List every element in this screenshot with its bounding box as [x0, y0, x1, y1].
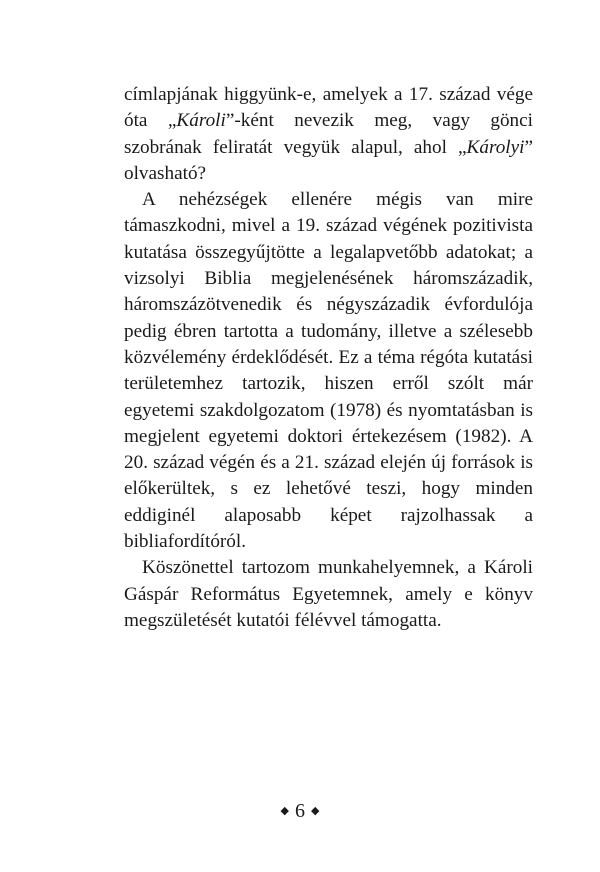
- ornament-right-icon: ◆: [311, 805, 320, 817]
- text-segment: Köszönettel tartozom munkahelyemnek, a Károli Gáspár Református Egyetemnek, amely e könyv megszületését kutatói félévvel támogatta.: [124, 557, 533, 631]
- paragraph-3: [124, 555, 533, 634]
- text-segment: ”-ként nevezik meg, vagy gönci szobrának feliratát vegyük alapul, ahol „: [124, 110, 533, 158]
- page-number: 6: [295, 800, 305, 822]
- text-segment: címlapjának higgyünk-e, amelyek a 17. század vége óta „: [124, 84, 533, 132]
- text-segment: A nehézségek ellenére mégis van mire támaszkodni, mivel a 19. század végének pozitivista kutatása összegyűjtötte a legalapvetőbb adatokat; a vizsolyi Biblia megjelenésének háromszázadik, háromszázötvenedik és négyszázadik évfordulója pedig ébren tartotta a tudomány, illetve a szélesebb közvélemény érdeklődését. Ez a téma régóta kutatási területemhez tartozik, hiszen erről szólt már egyetemi szakdolgozatom (1978) és nyomtatásban is megjelent egyetemi doktori értekezésem (1982). A 20. század végén és a 21. század elején új források is előkerültek, s ez lehetővé teszi, hogy minden eddiginél alaposabb képet rajzolhassak a bibliafordítóról.: [124, 189, 533, 553]
- paragraph-1: [124, 82, 533, 187]
- italic-name-karoli: Károli: [176, 110, 226, 132]
- text-segment: ” olvasható?: [124, 136, 533, 184]
- page-footer: [0, 800, 600, 823]
- ornament-left-icon: ◆: [280, 805, 289, 817]
- body-text: [124, 82, 533, 634]
- italic-name-karolyi: Károlyi: [466, 136, 525, 158]
- paragraph-2: [124, 187, 533, 555]
